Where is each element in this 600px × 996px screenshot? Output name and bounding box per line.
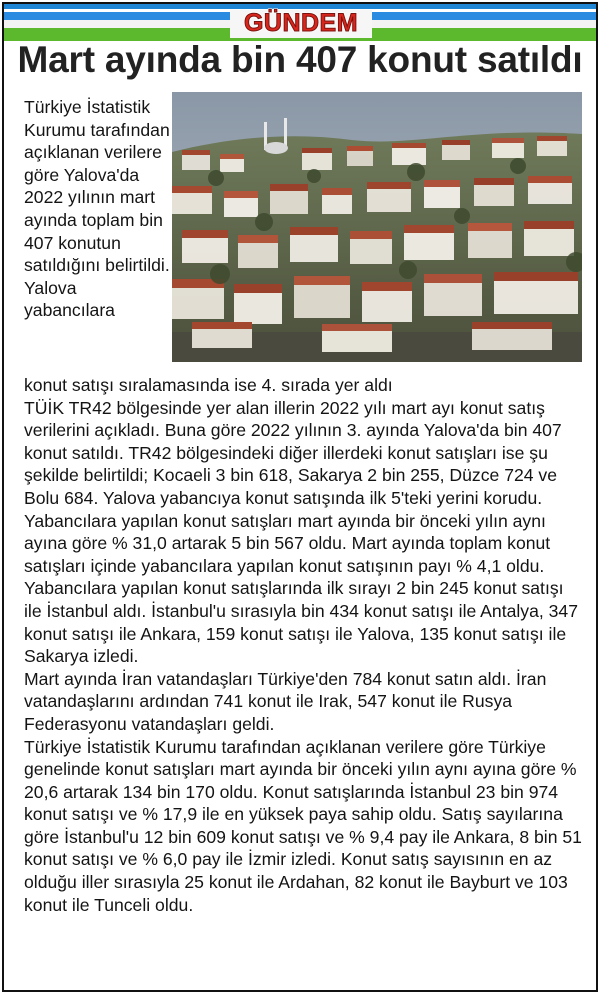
section-label: GÜNDEM [243, 9, 359, 37]
paragraph: Mart ayında İran vatandaşları Türkiye'den 784 konut satın aldı. İran vatandaşlarını ardından 741 konut ile Irak, 547 konut ile Rusya Federasyonu vatandaşları geldi. [24, 668, 547, 734]
article-body [24, 374, 584, 916]
section-banner [4, 4, 596, 44]
town-photo-illustration [172, 92, 582, 362]
headline: Mart ayında bin 407 konut satıldı [17, 39, 583, 80]
paragraph: konut satışı sıralamasında ise 4. sırada yer aldı [24, 375, 393, 395]
news-page [2, 2, 598, 992]
paragraph: TÜİK TR42 bölgesinde yer alan illerin 2022 yılı mart ayı konut satış verilerini açıkladı. Buna göre 2022 yılının 3. ayında Yalova'da bin 407 konut satıldı. TR42 bölgesindeki diğer illerdeki konut satışları ise şu şekilde belirtildi; Kocaeli 3 bin 618, Sakarya 2 bin 255, Düzce 724 ve Bolu 684. Yalova yabancıya konut satışında ilk 5'teki yerini korudu. Yabancılara yapılan konut satışları mart ayında bir önceki yılın aynı ayına göre % 31,0 artarak 5 bin 567 oldu. Mart ayında toplam konut satışları içinde yabancılara yapılan konut satışının payı % 4,1 oldu. Yabancılara yapılan konut satışlarında ilk sırayı 2 bin 245 konut satışı ile İstanbul aldı. İstanbul'u sırasıyla bin 434 konut satışı ile Antalya, 347 konut satışı ile Ankara, 159 konut satışı ile Yalova, 135 konut satışı ile Sakarya izledi. [24, 397, 578, 667]
article-intro [24, 96, 170, 322]
yalova-housing-photo [172, 92, 582, 362]
paragraph: Türkiye İstatistik Kurumu tarafından açıklanan verilere göre Türkiye genelinde konut satışları mart ayında bir önceki yılın aynı ayına göre % 20,6 artarak 134 bin 170 oldu. Konut satışlarında İstanbul 23 bin 974 konut satışı ve % 17,9 ile en yüksek paya sahip oldu. Satış sayılarına göre İstanbul'u 12 bin 609 konut satışı ve % 9,4 pay ile Ankara, 8 bin 51 konut satışı ve % 6,0 pay ile İzmir izledi. Konut satış sayısının en az olduğu iller sırasıyla 25 konut ile Ardahan, 82 konut ile Bayburt ve 103 konut ile Tunceli oldu. [24, 736, 582, 915]
intro-text: Türkiye İstatistik Kurumu tarafından açıklanan verilere göre Yalova'da 2022 yılının mart ayında toplam bin 407 konutun satıldığını belirtildi. Yalova yabancılara [24, 97, 170, 321]
